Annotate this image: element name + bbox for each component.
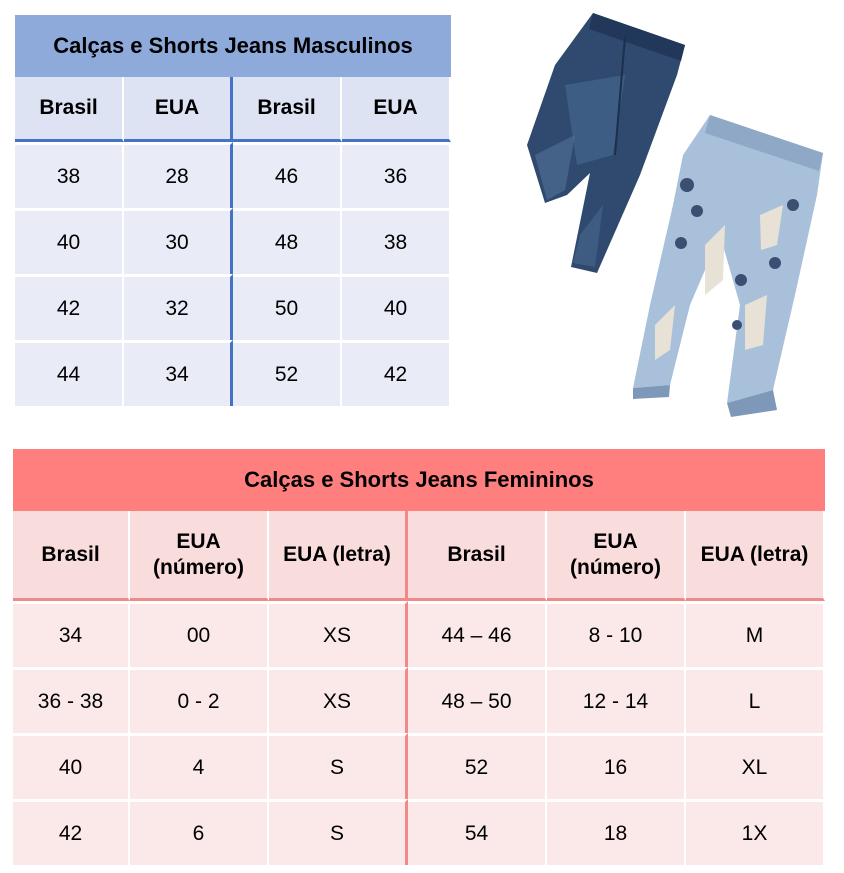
table-cell: 32 — [124, 274, 233, 340]
women-size-table — [13, 449, 825, 865]
table-cell: 12 - 14 — [547, 667, 686, 733]
table-cell: L — [686, 667, 825, 733]
table-cell: 52 — [408, 733, 547, 799]
table-cell: 50 — [233, 274, 342, 340]
table-cell: 4 — [130, 733, 269, 799]
table-row — [15, 340, 451, 406]
table-row — [13, 799, 825, 865]
table-cell: 0 - 2 — [130, 667, 269, 733]
table-cell: S — [269, 799, 408, 865]
table-cell: 46 — [233, 142, 342, 208]
jeans-pair-photo — [505, 5, 835, 425]
table-cell: 36 — [342, 142, 451, 208]
table-cell: 42 — [15, 274, 124, 340]
men-size-table — [15, 15, 451, 406]
table-row — [15, 142, 451, 208]
table-cell: 42 — [342, 340, 451, 406]
table-cell: 38 — [342, 208, 451, 274]
table-cell: 42 — [13, 799, 130, 865]
table-cell: M — [686, 601, 825, 667]
table-cell: 48 – 50 — [408, 667, 547, 733]
men-header-brasil-2: Brasil — [233, 77, 342, 142]
men-header-eua-2: EUA — [342, 77, 451, 142]
table-cell: 16 — [547, 733, 686, 799]
table-cell: 54 — [408, 799, 547, 865]
women-header-brasil-1: Brasil — [13, 511, 130, 601]
men-table-title: Calças e Shorts Jeans Masculinos — [15, 15, 451, 77]
men-header-eua-1: EUA — [124, 77, 233, 142]
light-jeans-icon — [633, 115, 823, 417]
table-row — [13, 733, 825, 799]
women-header-eua-numero-1: EUA (número) — [130, 511, 269, 601]
table-cell: 52 — [233, 340, 342, 406]
table-cell: XL — [686, 733, 825, 799]
table-row — [15, 208, 451, 274]
table-cell: 40 — [15, 208, 124, 274]
table-cell: 00 — [130, 601, 269, 667]
dark-jeans-icon — [527, 13, 685, 273]
women-header-brasil-2: Brasil — [408, 511, 547, 601]
table-cell: 28 — [124, 142, 233, 208]
table-cell: S — [269, 733, 408, 799]
table-row — [13, 601, 825, 667]
table-cell: 40 — [13, 733, 130, 799]
table-cell: 44 — [15, 340, 124, 406]
women-header-eua-numero-2: EUA (número) — [547, 511, 686, 601]
table-cell: 34 — [124, 340, 233, 406]
table-cell: 48 — [233, 208, 342, 274]
table-cell: 1X — [686, 799, 825, 865]
table-cell: 36 - 38 — [13, 667, 130, 733]
table-cell: 44 – 46 — [408, 601, 547, 667]
table-cell: 40 — [342, 274, 451, 340]
table-cell: 6 — [130, 799, 269, 865]
women-header-eua-letra-1: EUA (letra) — [269, 511, 408, 601]
table-cell: 34 — [13, 601, 130, 667]
table-cell: 38 — [15, 142, 124, 208]
table-row — [15, 274, 451, 340]
table-cell: 18 — [547, 799, 686, 865]
men-header-brasil-1: Brasil — [15, 77, 124, 142]
women-table-title: Calças e Shorts Jeans Femininos — [13, 449, 825, 511]
table-cell: XS — [269, 601, 408, 667]
table-cell: XS — [269, 667, 408, 733]
table-cell: 8 - 10 — [547, 601, 686, 667]
table-row — [13, 667, 825, 733]
women-header-eua-letra-2: EUA (letra) — [686, 511, 825, 601]
table-cell: 30 — [124, 208, 233, 274]
